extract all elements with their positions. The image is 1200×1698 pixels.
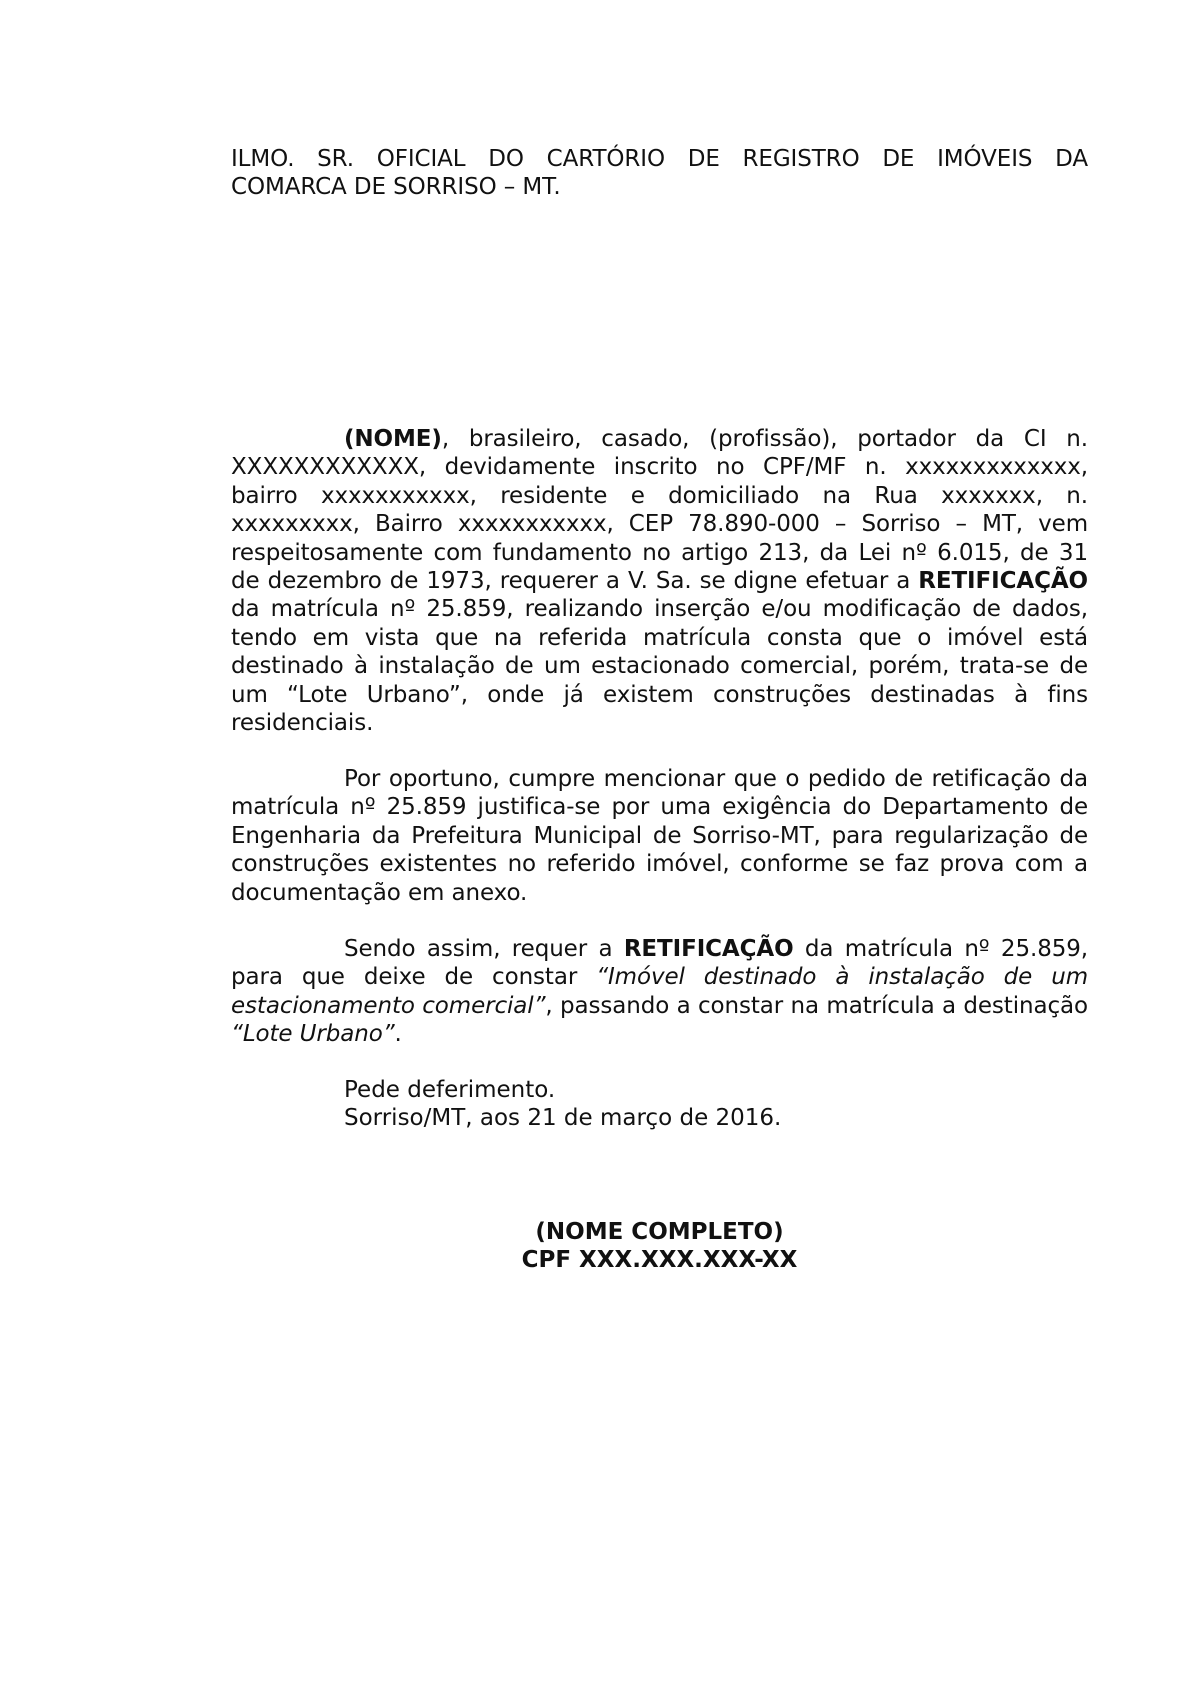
paragraph-text: , brasileiro, casado, (profissão), portador da CI n. bbox=[441, 426, 1088, 452]
name-placeholder: (NOME) bbox=[344, 426, 442, 452]
paragraph-text: Por oportuno, cumpre mencionar que o pedido de retificação da matrícula nº 25.859 justifica-se por uma exigência do Departamento de Engenharia da Prefeitura Municipal de Sorriso-MT, para regularização de construções existentes no referido imóvel, conforme se faz prova com a documentação em anexo. bbox=[231, 766, 1088, 906]
paragraph-text: . bbox=[394, 1021, 402, 1048]
addressee-line-1: ILMO. SR. OFICIAL DO CARTÓRIO DE REGISTRO DE IMÓVEIS DA bbox=[231, 146, 1088, 172]
paragraph-text: , passando a constar na matrícula a destinação bbox=[545, 992, 1088, 1019]
paragraph-text: Sendo assim, requer a bbox=[344, 936, 624, 962]
signatory-name: (NOME COMPLETO) bbox=[535, 1219, 784, 1245]
addressee-line-2: COMARCA DE SORRISO – MT. bbox=[231, 174, 561, 201]
justification-paragraph bbox=[231, 765, 1088, 907]
retificacao-emphasis: RETIFICAÇÃO bbox=[623, 936, 794, 962]
place-date-line: Sorriso/MT, aos 21 de março de 2016. bbox=[344, 1105, 782, 1132]
signatory-cpf: CPF XXX.XXX.XXX-XX bbox=[521, 1247, 798, 1274]
signature-block bbox=[231, 1218, 1088, 1275]
closing-block bbox=[344, 1076, 781, 1133]
retificacao-emphasis: RETIFICAÇÃO bbox=[918, 568, 1088, 595]
request-paragraph bbox=[231, 425, 1088, 737]
ci-placeholder: XXXXXXXXXXXX bbox=[231, 454, 419, 481]
quoted-current-destination: “Imóvel destinado à instalação de um estacionamento comercial” bbox=[231, 964, 1088, 1019]
request-line: Pede deferimento. bbox=[344, 1077, 556, 1103]
paragraph-text: da matrícula nº 25.859, realizando inserção e/ou modificação de dados, tendo em vista que na referida matrícula consta que o imóvel está destinado à instalação de um estacionado comercial, porém, trata-se de um “Lote Urbano”, onde já existem construções destinadas à fins residenciais. bbox=[231, 596, 1088, 737]
paragraph-text: , devidamente inscrito no CPF/MF n. xxxxxxxxxxxxx, bairro xxxxxxxxxxx, residente e domiciliado na Rua xxxxxxx, n. xxxxxxxxx, Bairro xxxxxxxxxxx, CEP 78.890-000 – Sorriso – MT, vem respeitosamente com fundamento no artigo 213, da Lei nº 6.015, de 31 de dezembro de 1973, requerer a V. Sa. se digne efetuar a bbox=[231, 454, 1088, 595]
paragraph-text: da matrícula nº 25.859, para que deixe de constar bbox=[231, 936, 1088, 991]
conclusion-paragraph bbox=[231, 935, 1088, 1049]
quoted-new-destination: “Lote Urbano” bbox=[231, 1021, 395, 1048]
addressee-block bbox=[231, 145, 1088, 202]
